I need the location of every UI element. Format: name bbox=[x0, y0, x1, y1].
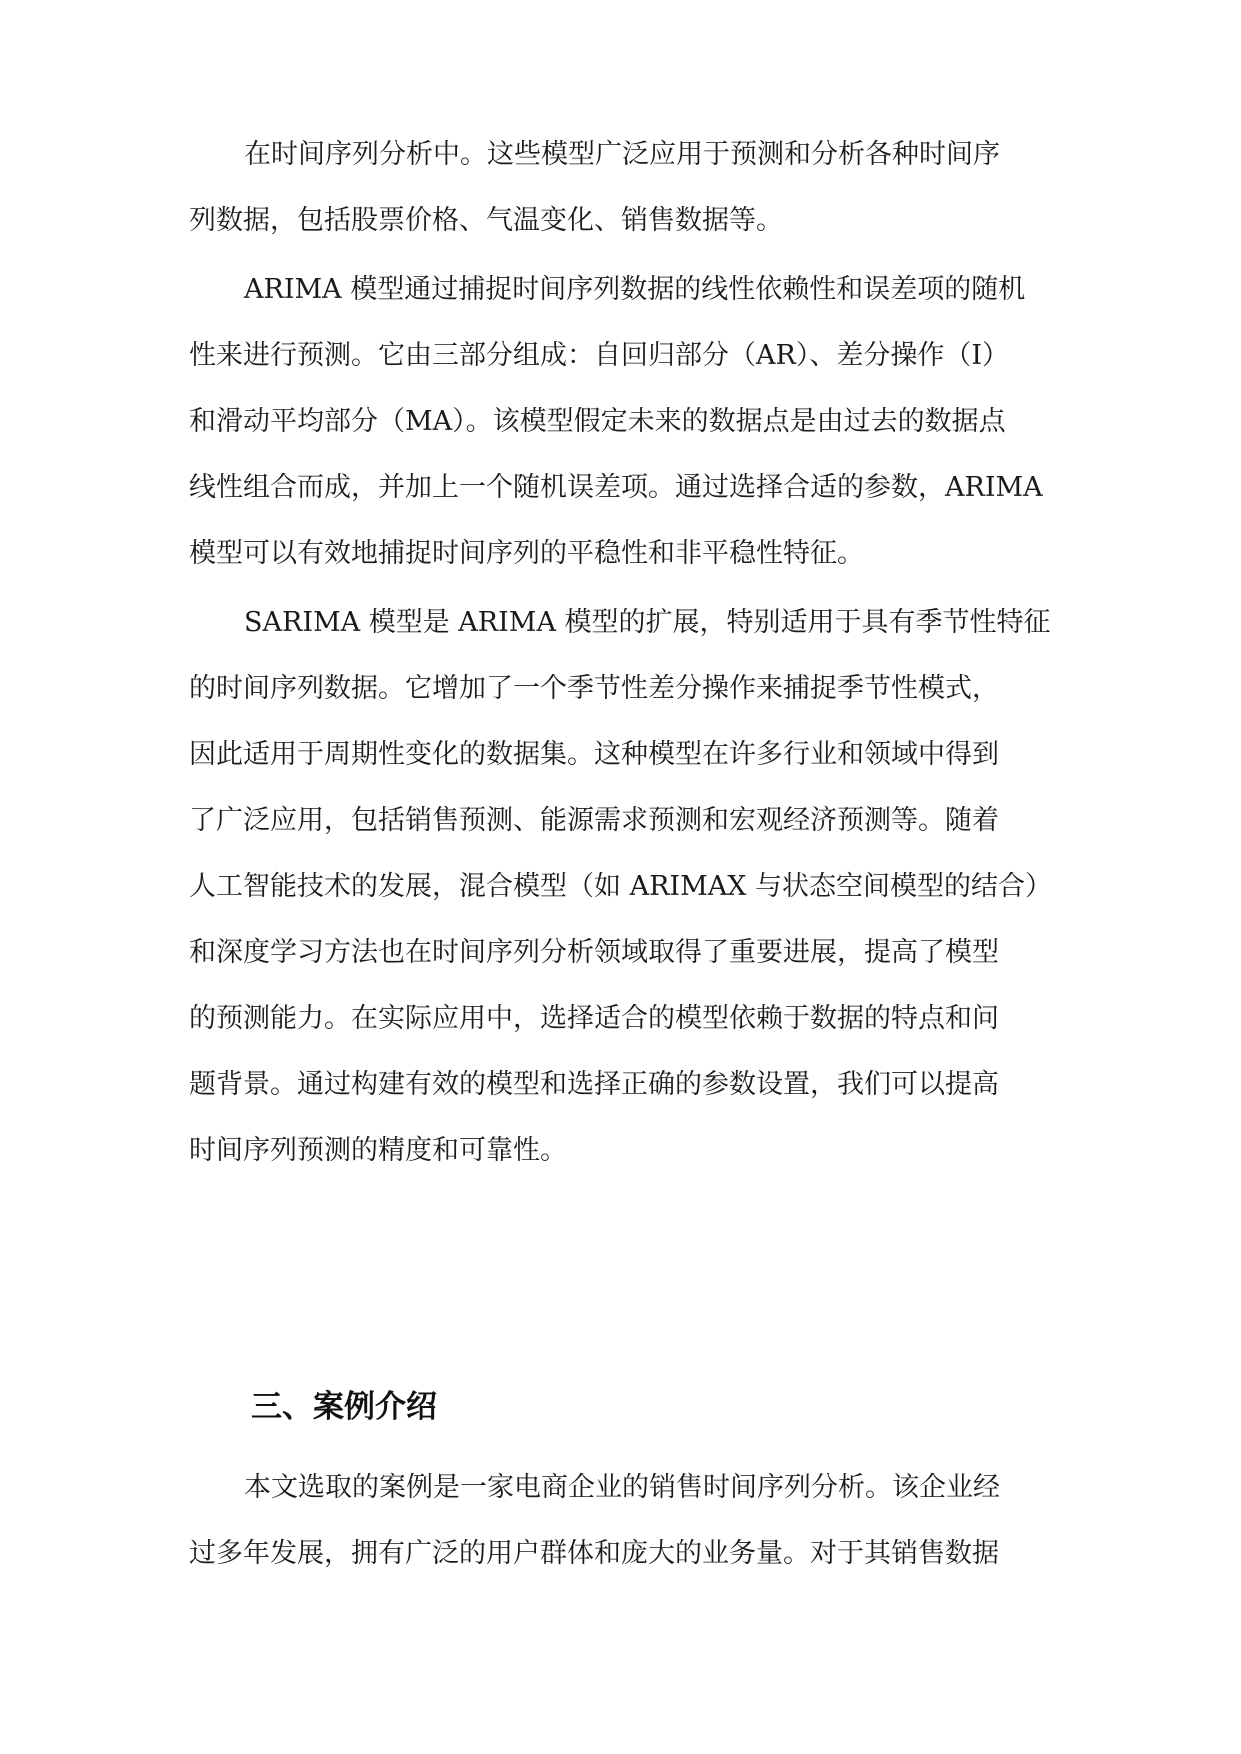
paragraph-2-line-2: 性来进行预测。它由三部分组成：自回归部分（AR）、差分操作（I） bbox=[189, 340, 1009, 371]
paragraph-2-line-5: 模型可以有效地捕捉时间序列的平稳性和非平稳性特征。 bbox=[189, 538, 864, 569]
section-heading: 三、案例介绍 bbox=[251, 1389, 437, 1425]
paragraph-1-line-1: 在时间序列分析中。这些模型广泛应用于预测和分析各种时间序 bbox=[244, 139, 1000, 170]
paragraph-2-line-4: 线性组合而成，并加上一个随机误差项。通过选择合适的参数，ARIMA bbox=[189, 472, 1043, 503]
paragraph-2-line-3: 和滑动平均部分（MA）。该模型假定未来的数据点是由过去的数据点 bbox=[189, 406, 1006, 437]
paragraph-3-line-2: 的时间序列数据。它增加了一个季节性差分操作来捕捉季节性模式， bbox=[189, 673, 999, 704]
paragraph-4-line-2: 过多年发展，拥有广泛的用户群体和庞大的业务量。对于其销售数据 bbox=[189, 1538, 999, 1569]
paragraph-2-line-1: ARIMA 模型通过捕捉时间序列数据的线性依赖性和误差项的随机 bbox=[244, 274, 1026, 305]
paragraph-3-line-3: 因此适用于周期性变化的数据集。这种模型在许多行业和领域中得到 bbox=[189, 739, 999, 770]
paragraph-3-line-9: 时间序列预测的精度和可靠性。 bbox=[189, 1135, 567, 1166]
paragraph-3-line-6: 和深度学习方法也在时间序列分析领域取得了重要进展，提高了模型 bbox=[189, 937, 999, 968]
paragraph-3-line-5: 人工智能技术的发展，混合模型（如 ARIMAX 与状态空间模型的结合） bbox=[189, 871, 1053, 902]
paragraph-3-line-8: 题背景。通过构建有效的模型和选择正确的参数设置，我们可以提高 bbox=[189, 1069, 999, 1100]
paragraph-3-line-7: 的预测能力。在实际应用中，选择适合的模型依赖于数据的特点和问 bbox=[189, 1003, 999, 1034]
paragraph-3-line-1: SARIMA 模型是 ARIMA 模型的扩展，特别适用于具有季节性特征 bbox=[244, 607, 1051, 638]
paragraph-4-line-1: 本文选取的案例是一家电商企业的销售时间序列分析。该企业经 bbox=[244, 1472, 1000, 1503]
paragraph-3-line-4: 了广泛应用，包括销售预测、能源需求预测和宏观经济预测等。随着 bbox=[189, 805, 999, 836]
paragraph-1-line-2: 列数据，包括股票价格、气温变化、销售数据等。 bbox=[189, 205, 783, 236]
